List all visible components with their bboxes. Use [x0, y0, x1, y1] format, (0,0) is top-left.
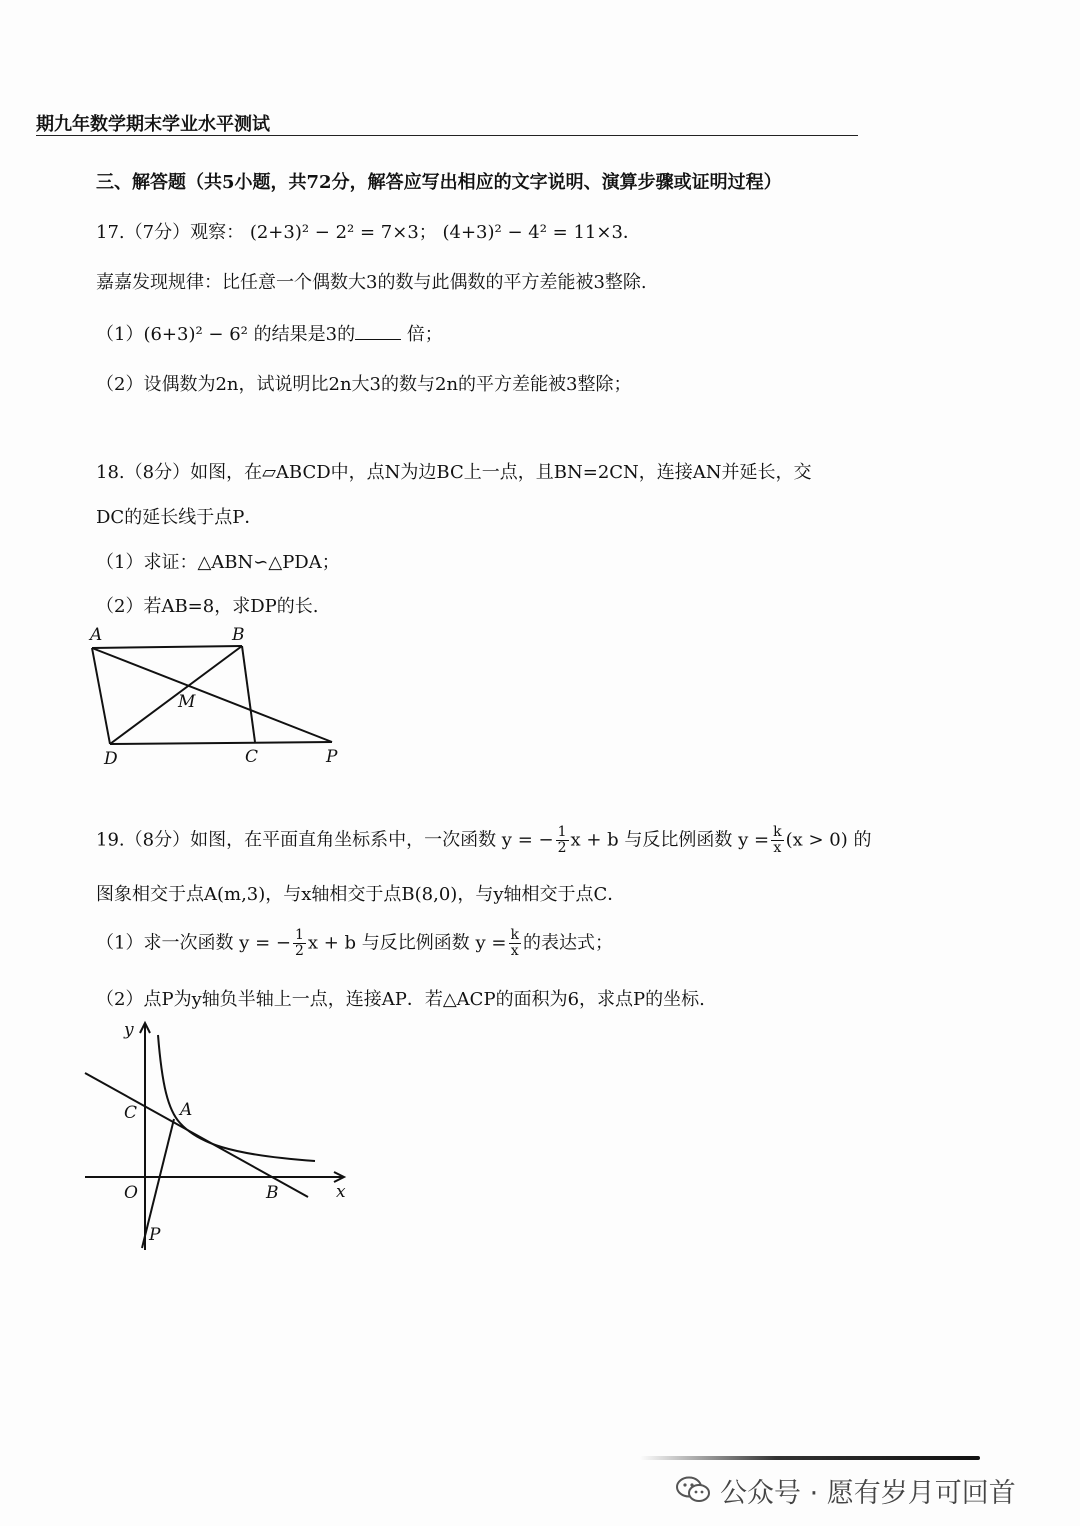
exam-header-title: 期九年数学期末学业水平测试 [36, 114, 270, 135]
q19-line1 [96, 825, 872, 856]
label-B: B [232, 625, 245, 645]
scan-edge-shadow [640, 1456, 980, 1460]
q19-line1-b: x + b 与反比例函数 y = [570, 829, 770, 851]
label-B: B [266, 1183, 279, 1203]
watermark [676, 1468, 1056, 1512]
q19-frac2-den: x [773, 840, 782, 856]
q19-part1-a: （1）求一次函数 y = − [96, 932, 291, 954]
q18-line1: 18.（8分）如图，在▱ABCD中，点N为边BC上一点，且BN=2CN，连接AN并延长，交 [96, 462, 812, 483]
q19-part1 [96, 928, 613, 959]
q19-line1-c: (x > 0) 的 [785, 829, 872, 851]
q17-intro: 17.（7分）观察： [96, 222, 245, 243]
watermark-text: 公众号 · 愿有岁月可回首 [720, 1477, 1016, 1509]
q17-part1 [96, 320, 443, 346]
q19-coordinate-figure [80, 1015, 360, 1260]
q17-answer-blank[interactable] [355, 325, 401, 340]
q19-part1-fraction-kx: $\frac{k}{x}$ [510, 927, 519, 959]
q17-rule: 嘉嘉发现规律：比任意一个偶数大3的数与此偶数的平方差能被3整除. [96, 272, 647, 293]
q19-fraction-half [556, 825, 569, 856]
label-A: A [90, 625, 103, 645]
label-x: x [336, 1182, 346, 1202]
q19-frac-num: 1 [557, 824, 567, 840]
q19-line1-a: 19.（8分）如图，在平面直角坐标系中，一次函数 y = − [96, 829, 554, 851]
q18-line2: DC的延长线于点P． [96, 507, 263, 528]
q19-part1-fraction-half: $\frac{1}{2}$ [294, 927, 304, 959]
q19-fraction-kx [771, 825, 783, 856]
q17-eq1: (2+3)² − 2² = 7×3； [249, 222, 437, 243]
q19-part2: （2）点P为y轴负半轴上一点，连接AP．若△ACP的面积为6，求点P的坐标. [96, 989, 705, 1010]
label-O: O [124, 1183, 138, 1203]
q19-frac2-num: k [773, 824, 782, 840]
header-rule [36, 135, 858, 136]
segment-AP [92, 648, 332, 742]
q17-part1-suffix: 倍； [406, 324, 443, 345]
label-y: y [124, 1020, 134, 1040]
label-A: A [180, 1100, 193, 1120]
q18-parallelogram-figure [80, 620, 370, 770]
q19-frac-den: 2 [557, 840, 567, 856]
label-C: C [124, 1103, 138, 1123]
segment-AB [92, 646, 242, 648]
q17-part1-prefix: （1）(6+3)² − 6² 的结果是3的 [96, 324, 356, 345]
wechat-icon [676, 1476, 710, 1504]
q19-part1-c: 的表达式； [522, 932, 613, 954]
q17-part2: （2）设偶数为2n，试说明比2n大3的数与2n的平方差能被3整除； [96, 374, 632, 395]
q18-part2: （2）若AB=8，求DP的长. [96, 596, 319, 617]
section-heading: 三、解答题（共5小题，共72分，解答应写出相应的文字说明、演算步骤或证明过程） [96, 172, 782, 193]
label-C: C [245, 747, 259, 767]
q18-part1: （1）求证：△ABN∽△PDA； [96, 552, 340, 573]
q17-eq2: (4+3)² − 4² = 11×3． [442, 222, 641, 243]
segment-BD [110, 646, 242, 744]
linear-function-line [85, 1073, 308, 1197]
hyperbola-curve [158, 1035, 315, 1161]
segment-AD [92, 648, 110, 744]
label-M: M [178, 692, 196, 712]
q19-line2: 图象相交于点A(m,3)，与x轴相交于点B(8,0)，与y轴相交于点C． [96, 884, 626, 905]
label-D: D [104, 749, 118, 769]
label-P: P [326, 747, 338, 767]
q17-intro-line [96, 218, 641, 244]
segment-DP [110, 742, 332, 744]
label-P: P [149, 1225, 161, 1245]
q19-part1-b: x + b 与反比例函数 y = [307, 932, 507, 954]
segment-BC [242, 646, 255, 742]
